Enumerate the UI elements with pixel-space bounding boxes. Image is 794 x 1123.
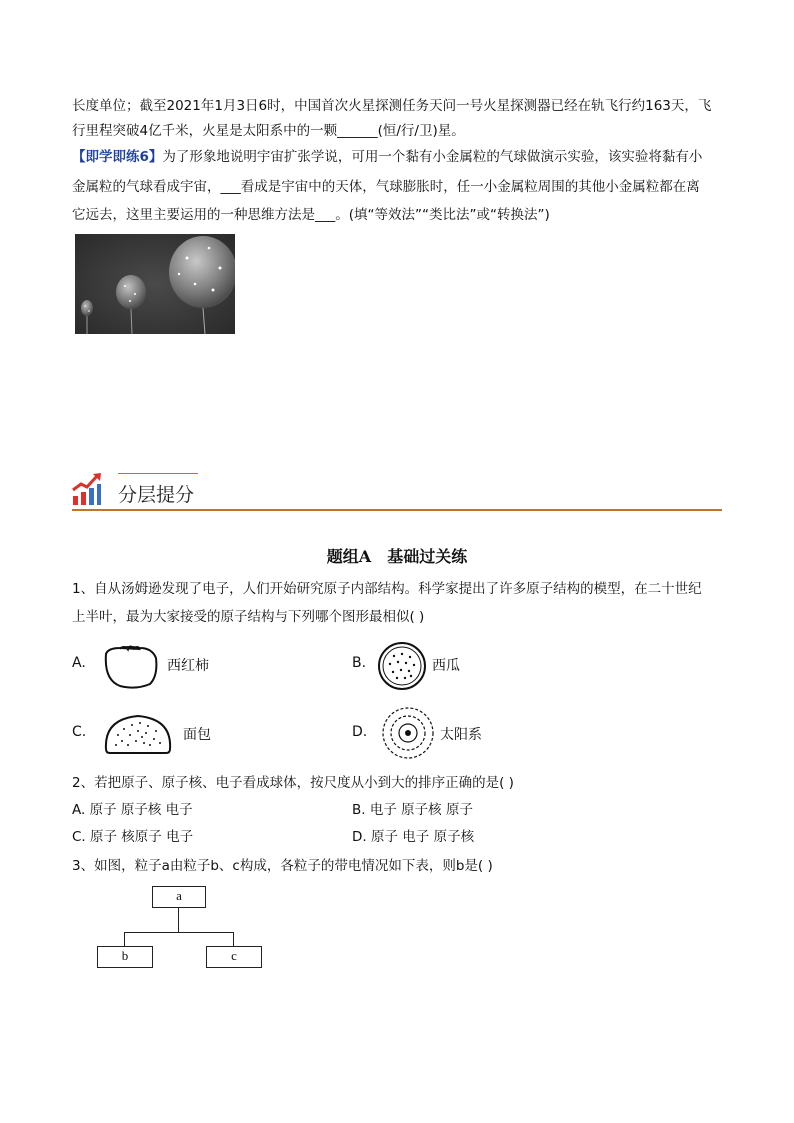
intro-line-1: 长度单位；截至2021年1月3日6时，中国首次火星探测任务天问一号火星探测器已经在轨飞行约163天，飞 bbox=[72, 98, 712, 114]
q1-option-b-label: B. bbox=[352, 655, 367, 671]
practice6-line-3: 它远去，这里主要运用的一种思维方法是___。(填“等效法”“类比法”或“转换法”) bbox=[72, 207, 550, 223]
q2-option-a-label: A. bbox=[72, 802, 86, 818]
q2-option-a bbox=[72, 800, 193, 820]
q2-option-c-text: 原子 核原子 电子 bbox=[90, 829, 194, 845]
q2-option-c bbox=[72, 827, 193, 847]
particle-a-box: a bbox=[152, 886, 206, 908]
intro-line-2: 行里程突破4亿千米，火星是太阳系中的一颗______(恒/行/卫)星。 bbox=[72, 123, 465, 139]
tree-connector-vertical bbox=[178, 908, 179, 932]
practice6-text-1: 为了形象地说明宇宙扩张学说，可用一个黏有小金属粒的气球做演示实验，该实验将黏有小 bbox=[162, 149, 703, 165]
q2-option-d bbox=[352, 827, 474, 847]
q2-option-b-label: B. bbox=[352, 802, 366, 818]
q2-option-c-label: C. bbox=[72, 829, 86, 845]
q2-option-d-text: 原子 电子 原子核 bbox=[370, 829, 475, 845]
q2-option-b bbox=[352, 800, 473, 820]
group-title: 题组A 基础过关练 bbox=[326, 547, 468, 566]
q1-option-d-text: 太阳系 bbox=[440, 727, 482, 743]
solar-system-icon bbox=[380, 705, 436, 761]
q1-option-b-text: 西瓜 bbox=[432, 658, 460, 674]
practice6-tag: 【即学即练6】 bbox=[72, 149, 163, 165]
growth-chart-icon bbox=[72, 472, 102, 506]
section-title-overline bbox=[118, 473, 198, 474]
tree-connector-horizontal bbox=[124, 932, 234, 933]
tree-connector-right bbox=[233, 932, 234, 946]
section-divider bbox=[72, 509, 722, 511]
q2-option-b-text: 电子 原子核 原子 bbox=[369, 802, 473, 818]
balloon-photo bbox=[75, 234, 235, 334]
watermelon-icon bbox=[376, 640, 428, 692]
bread-icon bbox=[102, 711, 174, 755]
q1-option-c-label: C. bbox=[72, 724, 87, 740]
q1-stem-line-2: 上半叶，最为大家接受的原子结构与下列哪个图形最相似( ) bbox=[72, 609, 425, 625]
q2-option-d-label: D. bbox=[352, 829, 367, 845]
q2-stem: 2、若把原子、原子核、电子看成球体，按尺度从小到大的排序正确的是( ) bbox=[72, 775, 514, 791]
q3-stem: 3、如图，粒子a由粒子b、c构成，各粒子的带电情况如下表，则b是( ) bbox=[72, 858, 493, 874]
q1-option-a-label: A. bbox=[72, 655, 86, 671]
particle-c-box: c bbox=[206, 946, 262, 968]
q1-option-c-text: 面包 bbox=[183, 727, 211, 743]
particle-b-box: b bbox=[97, 946, 153, 968]
practice6-line-1 bbox=[72, 147, 702, 167]
q1-stem-line-1: 1、自从汤姆逊发现了电子，人们开始研究原子内部结构。科学家提出了许多原子结构的模型，在二十世纪 bbox=[72, 581, 702, 597]
q2-option-a-text: 原子 原子核 电子 bbox=[89, 802, 193, 818]
section-title: 分层提分 bbox=[118, 484, 195, 506]
q1-option-a-text: 西红柿 bbox=[167, 658, 209, 674]
practice6-line-2: 金属粒的气球看成宇宙，___看成是宇宙中的天体，气球膨胀时，任一小金属粒周围的其他小金属粒都在离 bbox=[72, 179, 700, 195]
q1-option-d-label: D. bbox=[352, 724, 368, 740]
tree-connector-left bbox=[124, 932, 125, 946]
tomato-icon bbox=[100, 640, 160, 690]
